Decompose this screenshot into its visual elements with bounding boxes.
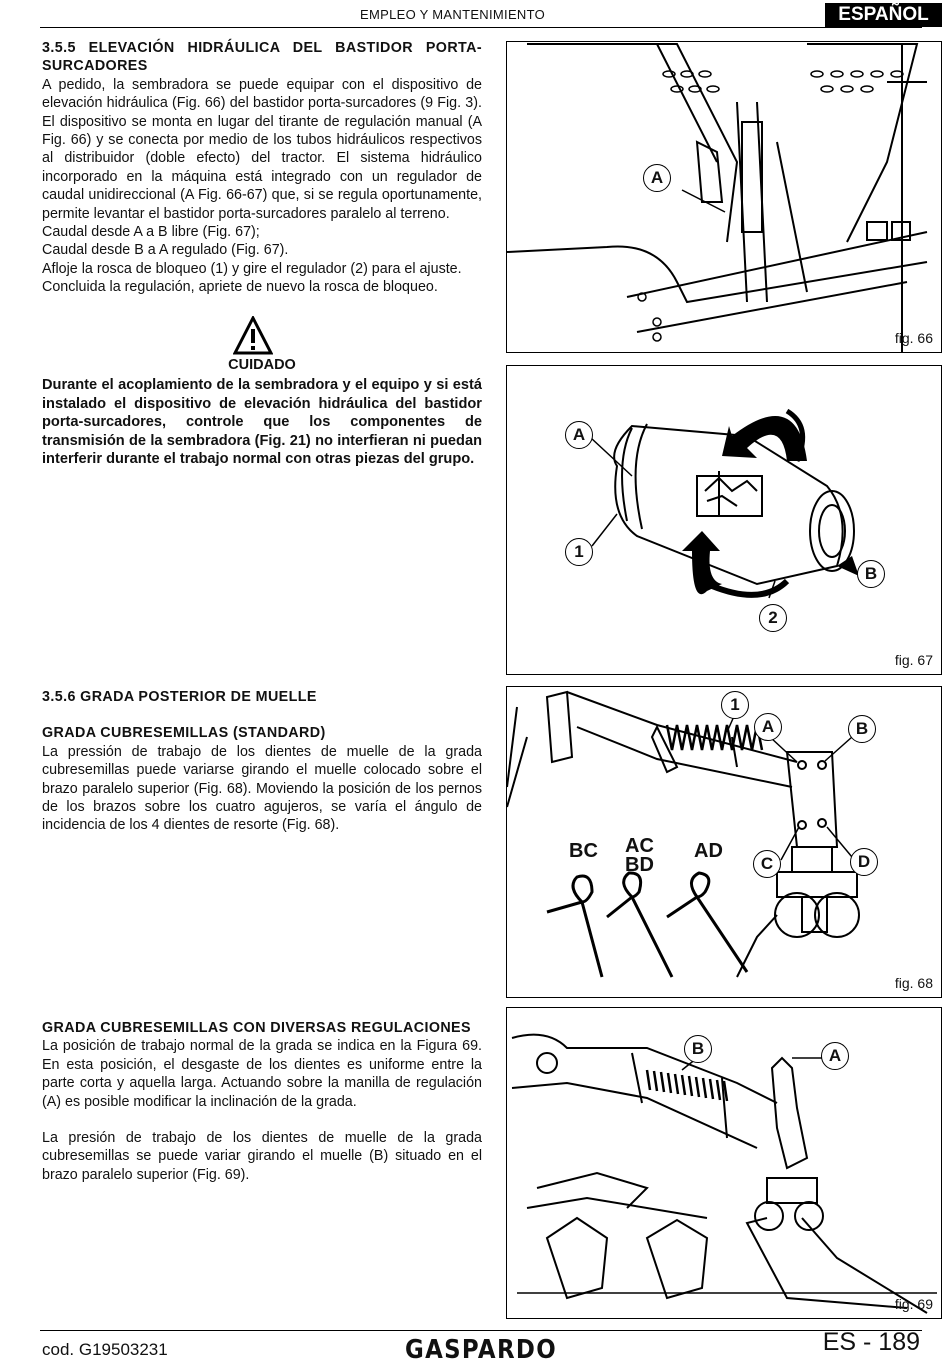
fig68-caption: fig. 68 — [894, 975, 933, 991]
fig67-callout-a: A — [565, 421, 593, 449]
fig68-callout-b: B — [848, 715, 876, 743]
figure-69-drawing — [507, 1008, 941, 1318]
figure-67 — [506, 365, 942, 675]
figure-66 — [506, 41, 942, 353]
fig67-callout-b: B — [857, 560, 885, 588]
warning-icon — [233, 316, 273, 356]
fig69-caption: fig. 69 — [894, 1296, 933, 1312]
warning-title: CUIDADO — [228, 357, 296, 373]
fig66-callout-a: A — [643, 164, 671, 192]
fig68-callout-1: 1 — [721, 691, 749, 719]
section-harrow-adjustable — [42, 1019, 482, 1184]
page-number: ES - 189 — [822, 1328, 920, 1356]
brand-logo: GASPARDO — [405, 1335, 557, 1365]
document-code: cod. G19503231 — [42, 1340, 168, 1359]
adjustment-instructions: Afloje la rosca de bloqueo (1) y gire el regulador (2) para el ajuste. Concluida la regulación, apriete de nuevo la rosca de bloqueo. — [42, 260, 462, 296]
section-3-5-5-title: 3.5.5 ELEVACIÓN HIDRÁULICA DEL BASTIDOR PORTA-SURCADORES — [42, 40, 482, 75]
section-3-5-5 — [42, 39, 482, 297]
fig68-label-bc: BC — [569, 840, 598, 862]
harrow-standard-title: GRADA CUBRESEMILLAS (STANDARD) — [42, 725, 326, 742]
harrow-adjustable-title: GRADA CUBRESEMILLAS CON DIVERSAS REGULACIONES — [42, 1020, 471, 1036]
fig68-callout-a: A — [754, 713, 782, 741]
flow-a-to-b: Caudal desde A a B libre (Fig. 67); — [42, 224, 260, 241]
fig68-label-ac: AC — [625, 835, 654, 857]
section-3-5-6-title: 3.5.6 GRADA POSTERIOR DE MUELLE — [42, 689, 317, 705]
section-3-5-5-body: A pedido, la sembradora se puede equipar con el dispositivo de elevación hidráulica (Fig. 66) del bastidor porta-surcadores (9 Fig. 3). El dispositivo se monta en lugar del tirante de regulación manual (A Fig. 66) y se conecta por medio de los tubos hidráulicos respectivos al distribuidor (doble efecto) del tractor. El sistema hidráulico incorporado en la máquina está integrado con un regulador de caudal unidireccional (A Fig. 66-67) que, si se regula oportunamente, permite levantar el bastidor porta-surcadores paralelo al terreno. — [42, 76, 482, 222]
fig68-label-ad: AD — [694, 840, 723, 862]
fig69-callout-a: A — [821, 1042, 849, 1070]
fig68-callout-d: D — [850, 848, 878, 876]
figure-68 — [506, 686, 942, 998]
warning-text: Durante el acoplamiento de la sembradora y el equipo y si está instalado el dispositivo de elevación hidráulica del bastidor porta-surcadores, controle que los componentes de transmisión de la sembradora (Fig. 21) no interfieran ni puedan interferir durante el trabajo normal con otras piezas del grupo. — [42, 377, 482, 468]
harrow-standard-body: La pressión de trabajo de los dientes de muelle de la grada cubresemillas puede variarse girando el muelle colocado sobre el brazo paralelo superior (Fig. 68). Moviendo la posición de los pernos de los brazos sobre los cuatro agujeros, se varía el ángulo de incidencia de los 4 dientes de resorte (Fig. 68). — [42, 743, 482, 834]
fig67-callout-1: 1 — [565, 538, 593, 566]
flow-b-to-a: Caudal desde B a A regulado (Fig. 67). — [42, 242, 289, 259]
figure-69 — [506, 1007, 942, 1319]
fig67-callout-2: 2 — [759, 604, 787, 632]
section-3-5-6 — [42, 688, 482, 835]
language-badge: ESPAÑOL — [825, 3, 942, 27]
figure-67-drawing — [507, 366, 941, 674]
figure-66-drawing — [507, 42, 941, 352]
fig68-label-bd: BD — [625, 854, 654, 876]
fig67-caption: fig. 67 — [894, 652, 933, 668]
fig68-callout-c: C — [753, 850, 781, 878]
fig66-caption: fig. 66 — [894, 330, 933, 346]
header-divider — [40, 27, 922, 28]
fig69-callout-b: B — [684, 1035, 712, 1063]
harrow-adjustable-body: La posición de trabajo normal de la grada se indica en la Figura 69. En esta posición, el desgaste de los dientes es uniforme entre la parte corta y aquella larga. Actuando sobre la manilla de regulación (A) es posible modificar la inclinación de la grada. — [42, 1038, 482, 1110]
header-section-title: EMPLEO Y MANTENIMIENTO — [360, 7, 546, 22]
footer-divider — [40, 1330, 922, 1331]
harrow-spring-pressure-body: La presión de trabajo de los dientes de muelle de la grada cubresemillas se puede variar girando el muelle (B) situado en el brazo paralelo superior (Fig. 69). — [42, 1130, 482, 1183]
